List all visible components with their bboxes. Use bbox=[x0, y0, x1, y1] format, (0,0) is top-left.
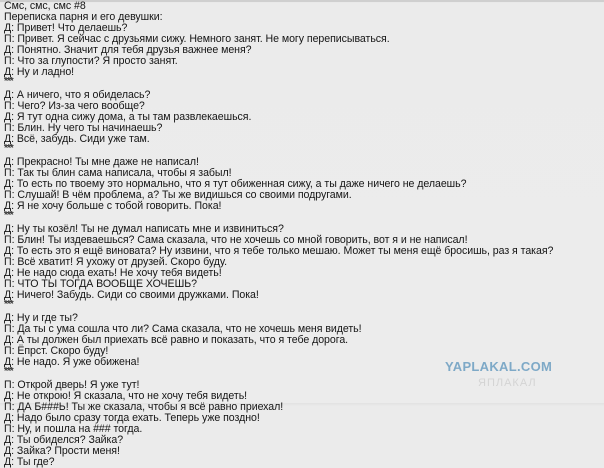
dialogue-block bbox=[4, 157, 600, 224]
section-separator: *** bbox=[4, 366, 13, 377]
section-separator: *** bbox=[4, 76, 13, 87]
message-line: Д: То есть это я ещё виновата? Ну извини, что я тебе только мешаю. Может ты меня ещё бросишь, раз я такая? bbox=[4, 245, 554, 257]
message-line: Д: Я тут одна сижу дома, а ты там развлекаешься. bbox=[4, 111, 252, 123]
message-line: Д: Привет! Что делаешь? bbox=[4, 22, 128, 34]
message-line: Д: Ну и ладно! bbox=[4, 66, 75, 78]
message-line: П: ДА Б###Ь! Ты же сказала, чтобы я всё равно приехал! bbox=[4, 401, 284, 413]
message-line: Д: Не надо сюда ехать! Не хочу тебя видеть! bbox=[4, 267, 222, 279]
dialogue-block bbox=[4, 224, 600, 313]
message-line: Д: То есть по твоему это нормально, что я тут обиженная сижу, а ты даже ничего не делаешь? bbox=[4, 178, 467, 190]
message-line: Д: Ну ты козёл! Ты не думал написать мне и извиниться? bbox=[4, 223, 284, 235]
site-watermark-faded: ЯПЛАКАЛ bbox=[478, 377, 537, 389]
message-line: П: Привет. Я сейчас с друзьями сижу. Немного занят. Не могу переписываться. bbox=[4, 33, 390, 45]
message-line: П: Да ты с ума сошла что ли? Сама сказала, что не хочешь меня видеть! bbox=[4, 323, 362, 335]
section-separator: *** bbox=[4, 143, 13, 154]
message-line: Д: Прекрасно! Ты мне даже не написал! bbox=[4, 156, 199, 168]
message-line: П: Так ты блин сама написала, чтобы я забыл! bbox=[4, 167, 232, 179]
message-line: Д: Зайка? Прости меня! bbox=[4, 445, 120, 457]
message-line: П: Что за глупости? Я просто занят. bbox=[4, 55, 178, 67]
message-line: Д: А ничего, что я обиделась? bbox=[4, 89, 151, 101]
message-line: П: Ёпрст. Скоро буду! bbox=[4, 345, 109, 357]
message-line: Д: Ничего! Забудь. Сиди со своими дружками. Пока! bbox=[4, 289, 259, 301]
message-line: Д: Я не хочу больше с тобой говорить. Пока! bbox=[4, 200, 222, 212]
message-line: П: Блин! Ты издеваешься? Сама сказала, что не хочешь со мной говорить, вот я и не написал! bbox=[4, 234, 468, 246]
message-line: Д: Ты где? bbox=[4, 456, 55, 468]
dialogue-blocks bbox=[4, 23, 600, 468]
dialogue-block bbox=[4, 23, 600, 90]
message-line: Д: Надо было сразу тогда ехать. Теперь уже поздно! bbox=[4, 412, 260, 424]
message-line: П: Открой дверь! Я уже тут! bbox=[4, 379, 140, 391]
section-separator: *** bbox=[4, 210, 13, 221]
message-line: П: Блин. Ну чего ты начинаешь? bbox=[4, 122, 163, 134]
document-subtitle: Переписка парня и его девушки: bbox=[4, 11, 163, 23]
site-watermark: YAPLAKAL.COM bbox=[445, 359, 553, 374]
message-line: Д: А ты должен был приехать всё равно и показать, что я тебе дорога. bbox=[4, 334, 349, 346]
message-line: П: Чего? Из-за чего вообще? bbox=[4, 100, 145, 112]
message-line: П: ЧТО ТЫ ТОГДА ВООБЩЕ ХОЧЕШЬ? bbox=[4, 278, 197, 290]
dialogue-block bbox=[4, 90, 600, 157]
message-line: П: Ну, и пошла на ### тогда. bbox=[4, 423, 143, 435]
section-separator: *** bbox=[4, 299, 13, 310]
message-line: Д: Понятно. Значит для тебя друзья важнее меня? bbox=[4, 44, 252, 56]
message-line: Д: Ну и где ты? bbox=[4, 312, 78, 324]
document-title: Смс, смс, смс #8 bbox=[4, 0, 86, 12]
message-line: Д: Всё, забудь. Сиди уже там. bbox=[4, 133, 150, 145]
message-line: П: Всё хватит! Я ухожу от друзей. Скоро буду. bbox=[4, 256, 228, 268]
message-line: Д: Не открою! Я сказала, что не хочу тебя видеть! bbox=[4, 390, 248, 402]
message-line: П: Слушай! В чём проблема, а? Ты же видишься со своими подругами. bbox=[4, 189, 352, 201]
message-line: Д: Ты обиделся? Зайка? bbox=[4, 434, 124, 446]
message-line: Д: Не надо. Я уже обижена! bbox=[4, 356, 140, 368]
dialogue-block bbox=[4, 380, 600, 468]
sms-transcript bbox=[4, 1, 600, 468]
